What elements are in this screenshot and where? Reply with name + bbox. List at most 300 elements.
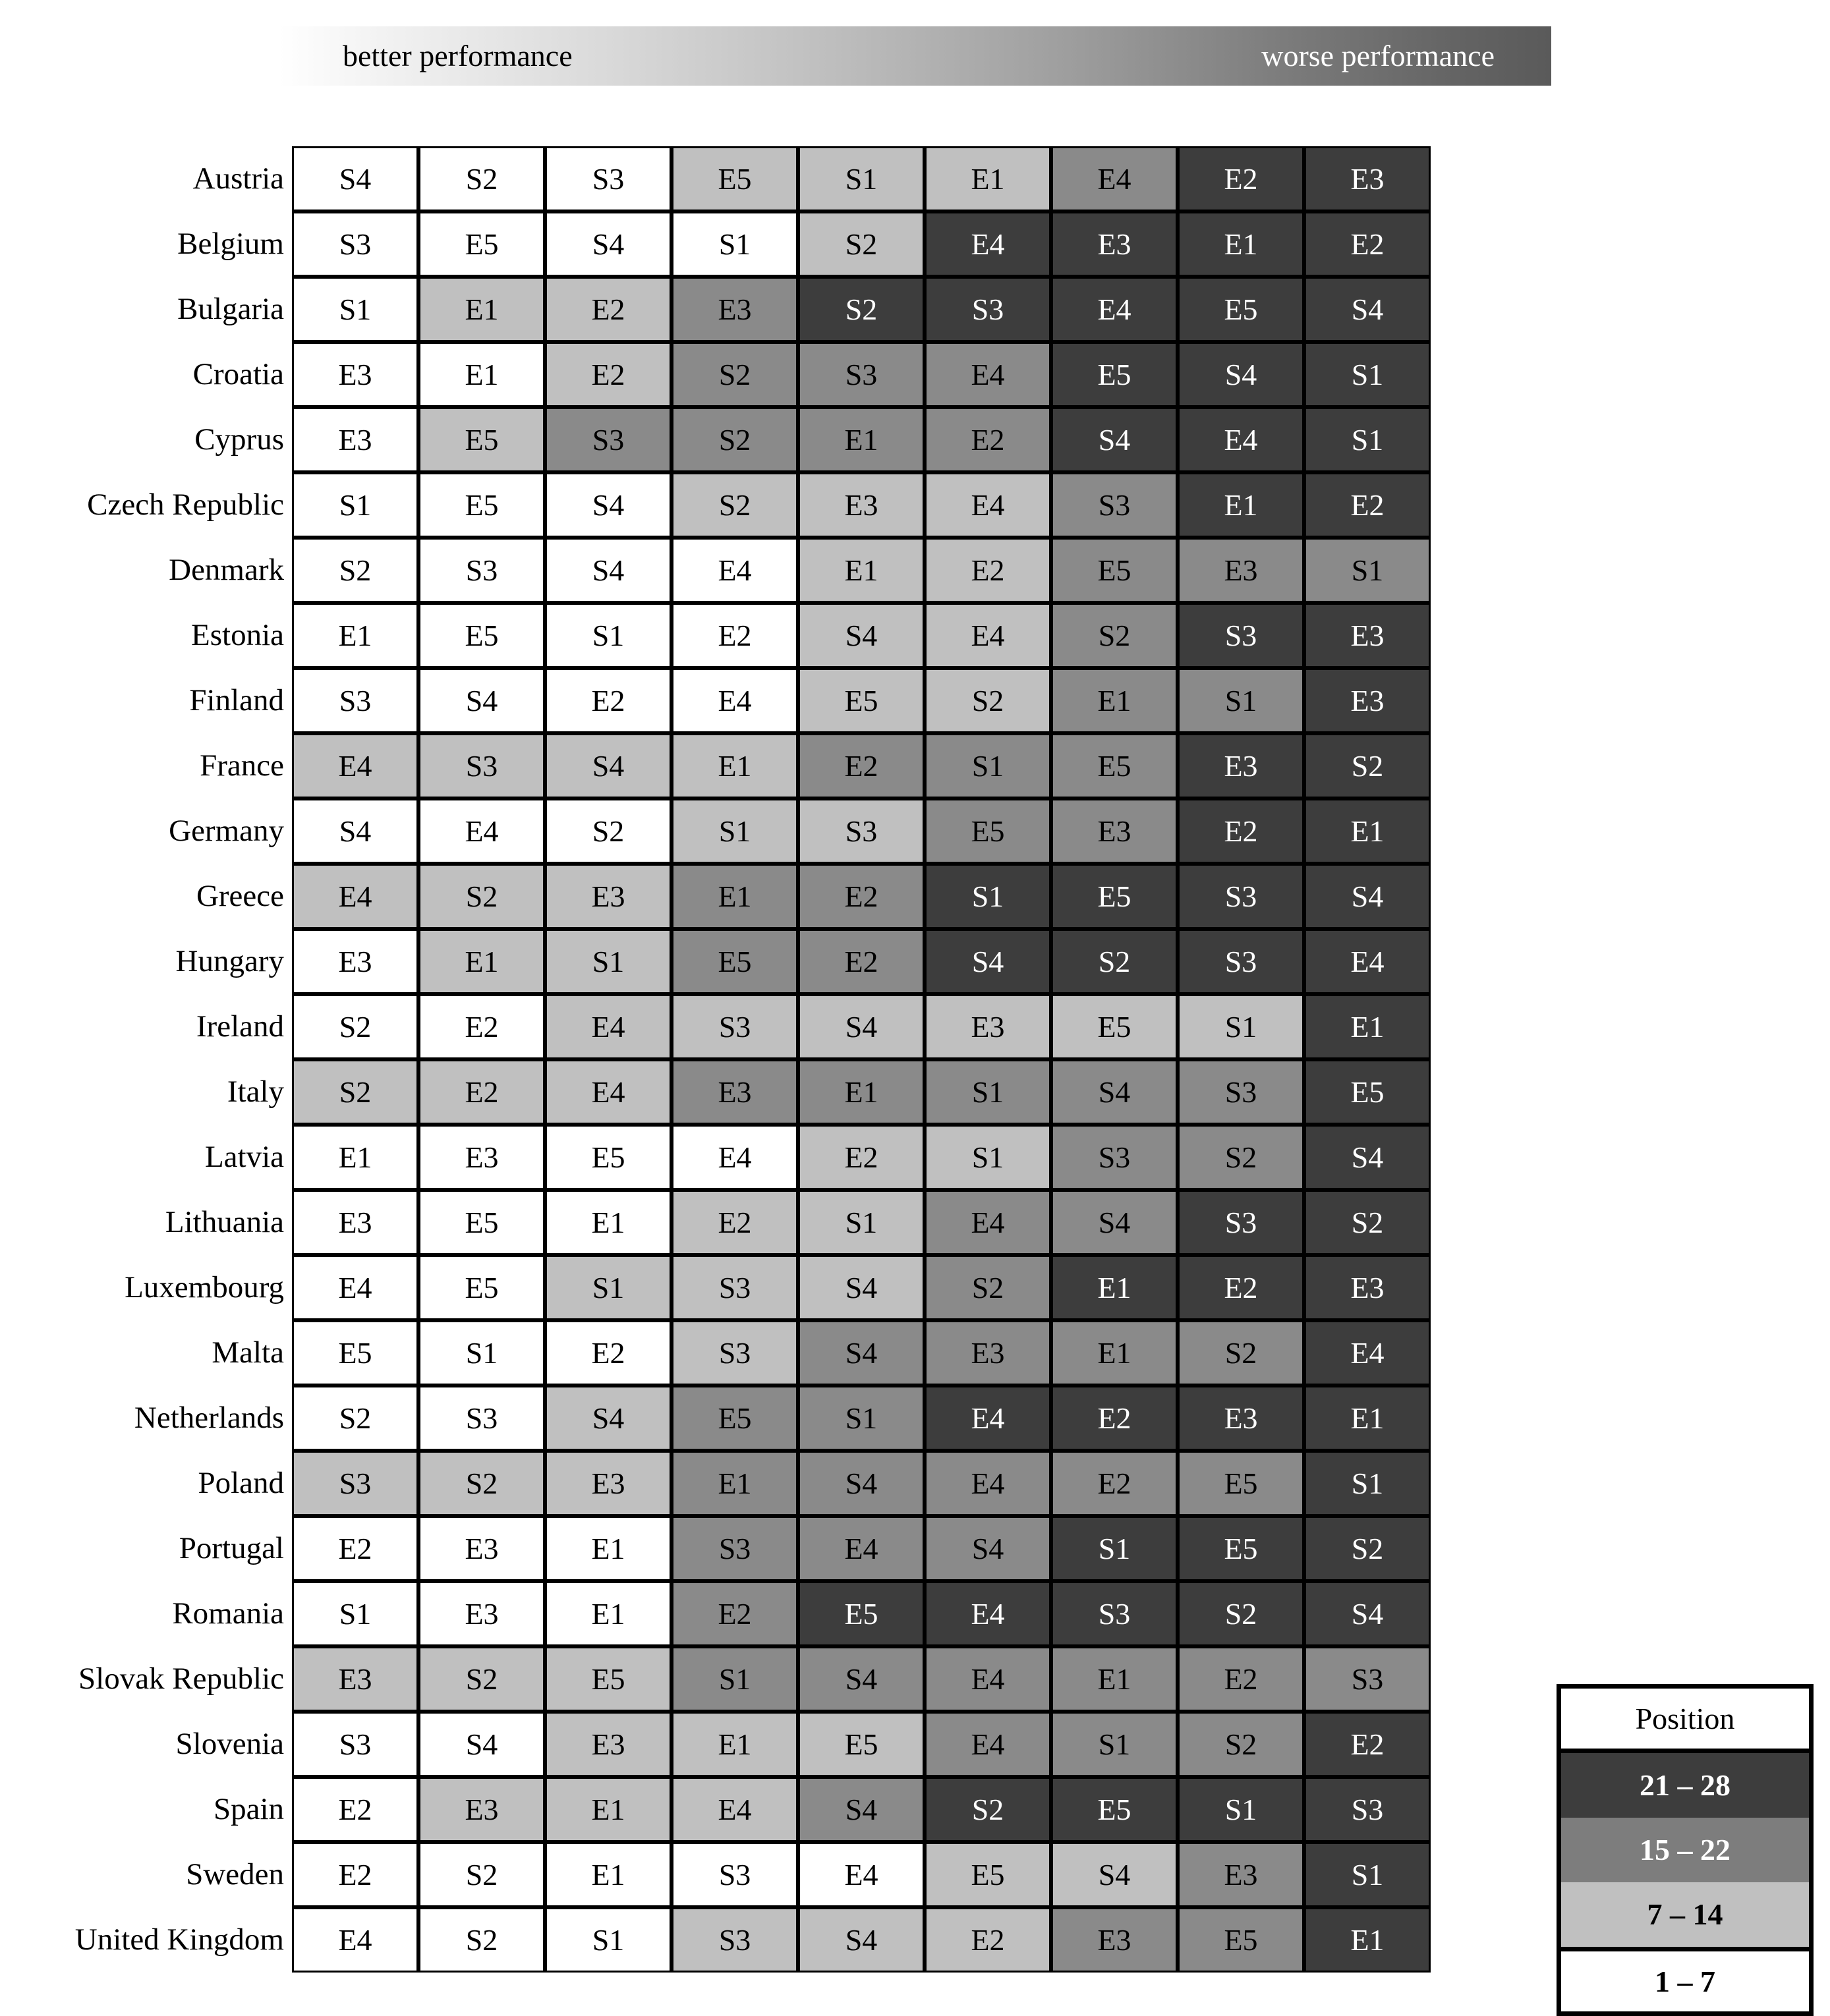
heatmap-cell: E4	[1051, 146, 1178, 211]
heatmap-cell: E3	[1051, 1907, 1178, 1973]
heatmap-cell: E3	[798, 472, 925, 538]
heatmap-cell: E4	[925, 1190, 1051, 1255]
country-label: Latvia	[0, 1125, 292, 1190]
heatmap-cell: E2	[292, 1777, 418, 1842]
heatmap-cell: E1	[798, 1059, 925, 1125]
country-label: Spain	[0, 1777, 292, 1842]
heatmap-cell: E5	[1051, 1777, 1178, 1842]
table-row	[0, 342, 1431, 407]
heatmap-cell: E4	[672, 538, 798, 603]
heatmap-cell: S3	[1178, 603, 1304, 668]
table-row	[0, 668, 1431, 733]
heatmap-cell: E5	[545, 1125, 672, 1190]
heatmap-cell: E2	[672, 1581, 798, 1646]
heatmap-cell: E4	[672, 1125, 798, 1190]
country-label: Poland	[0, 1451, 292, 1516]
table-row	[0, 603, 1431, 668]
heatmap-cell: E1	[672, 864, 798, 929]
heatmap-cell: E4	[292, 733, 418, 798]
country-label: France	[0, 733, 292, 798]
heatmap-cell: E1	[1051, 1255, 1178, 1320]
heatmap-cell: E2	[1304, 472, 1431, 538]
table-row	[0, 1059, 1431, 1125]
heatmap-cell: S4	[292, 146, 418, 211]
heatmap-cell: S4	[418, 668, 545, 733]
heatmap-cell: E2	[1178, 1646, 1304, 1712]
heatmap-cell: E5	[798, 1712, 925, 1777]
heatmap-cell: S2	[1304, 1190, 1431, 1255]
heatmap-cell: S2	[418, 1646, 545, 1712]
heatmap-cell: S2	[545, 798, 672, 864]
heatmap-cell: S3	[292, 1712, 418, 1777]
country-label: Estonia	[0, 603, 292, 668]
table-row	[0, 211, 1431, 277]
position-legend-header: Position	[1561, 1689, 1809, 1753]
heatmap-cell: E3	[925, 1320, 1051, 1386]
heatmap-cell: E5	[418, 603, 545, 668]
heatmap-cell: E1	[1051, 668, 1178, 733]
heatmap-cell: E3	[1178, 1386, 1304, 1451]
heatmap-cell: E1	[1178, 211, 1304, 277]
heatmap-cell: E4	[292, 1907, 418, 1973]
heatmap-cell: S4	[1304, 864, 1431, 929]
heatmap-cell: S4	[798, 1320, 925, 1386]
heatmap-cell: S4	[1051, 407, 1178, 472]
heatmap-cell: S4	[1051, 1842, 1178, 1907]
country-label: Germany	[0, 798, 292, 864]
heatmap-cell: S1	[925, 733, 1051, 798]
heatmap-cell: E1	[292, 1125, 418, 1190]
heatmap-cell: E1	[798, 407, 925, 472]
heatmap-cell: E2	[1304, 1712, 1431, 1777]
heatmap-cell: S2	[925, 1255, 1051, 1320]
heatmap-cell: S1	[1304, 407, 1431, 472]
heatmap-cell: E3	[292, 929, 418, 994]
heatmap-cell: E2	[545, 668, 672, 733]
heatmap-cell: S1	[1178, 1777, 1304, 1842]
heatmap-cell: E3	[672, 1059, 798, 1125]
heatmap-cell: S4	[798, 1777, 925, 1842]
country-label: Netherlands	[0, 1386, 292, 1451]
heatmap-cell: E5	[292, 1320, 418, 1386]
heatmap-cell: S1	[545, 603, 672, 668]
heatmap-cell: S3	[418, 733, 545, 798]
heatmap-cell: S3	[672, 1255, 798, 1320]
heatmap-cell: E4	[1051, 277, 1178, 342]
heatmap-cell: E2	[418, 1059, 545, 1125]
heatmap-cell: E4	[1304, 1320, 1431, 1386]
heatmap-cell: E3	[1178, 538, 1304, 603]
heatmap-cell: E5	[1051, 733, 1178, 798]
heatmap-table	[0, 146, 1431, 1973]
heatmap-cell: S3	[292, 211, 418, 277]
heatmap-cell: S1	[798, 1190, 925, 1255]
heatmap-cell: S2	[925, 1777, 1051, 1842]
heatmap-cell: S1	[1304, 1842, 1431, 1907]
country-label: Denmark	[0, 538, 292, 603]
heatmap-cell: E3	[1178, 733, 1304, 798]
heatmap-cell: E4	[925, 211, 1051, 277]
heatmap-cell: E2	[1178, 146, 1304, 211]
heatmap-cell: S4	[545, 538, 672, 603]
heatmap-cell: E5	[1051, 994, 1178, 1059]
heatmap-cell: S2	[672, 472, 798, 538]
country-label: Malta	[0, 1320, 292, 1386]
country-label: Austria	[0, 146, 292, 211]
heatmap-cell: S3	[292, 1451, 418, 1516]
table-row	[0, 733, 1431, 798]
heatmap-cell: E1	[418, 342, 545, 407]
heatmap-cell: E3	[292, 407, 418, 472]
heatmap-cell: E1	[418, 277, 545, 342]
heatmap-cell: E1	[545, 1516, 672, 1581]
country-label: Sweden	[0, 1842, 292, 1907]
heatmap-cell: S1	[925, 1125, 1051, 1190]
table-row	[0, 1451, 1431, 1516]
heatmap-cell: E5	[672, 1386, 798, 1451]
table-row	[0, 1125, 1431, 1190]
heatmap-cell: S2	[925, 668, 1051, 733]
heatmap-cell: S1	[925, 1059, 1051, 1125]
country-label: Greece	[0, 864, 292, 929]
heatmap-cell: E2	[1178, 798, 1304, 864]
table-row	[0, 1907, 1431, 1973]
heatmap-cell: S2	[1178, 1320, 1304, 1386]
heatmap-cell: S3	[545, 407, 672, 472]
heatmap-cell: E4	[292, 864, 418, 929]
heatmap-cell: S1	[1304, 538, 1431, 603]
heatmap-cell: E1	[1304, 1386, 1431, 1451]
table-row	[0, 1712, 1431, 1777]
heatmap-cell: S2	[418, 146, 545, 211]
heatmap-cell: S4	[292, 798, 418, 864]
heatmap-cell: S1	[1178, 994, 1304, 1059]
heatmap-cell: S2	[1304, 733, 1431, 798]
heatmap-cell: E3	[925, 994, 1051, 1059]
heatmap-cell: S1	[1304, 342, 1431, 407]
heatmap-cell: S2	[1051, 929, 1178, 994]
heatmap-cell: S2	[418, 1451, 545, 1516]
position-legend-band-21-28: 21 – 28	[1561, 1753, 1809, 1818]
heatmap-cell: S4	[925, 929, 1051, 994]
heatmap-cell: S4	[798, 1907, 925, 1973]
position-legend	[1557, 1684, 1814, 2016]
heatmap-cell: E3	[418, 1581, 545, 1646]
heatmap-cell: E1	[672, 1451, 798, 1516]
heatmap-cell: E2	[672, 603, 798, 668]
heatmap-cell: E2	[798, 864, 925, 929]
heatmap-cell: S4	[798, 994, 925, 1059]
heatmap-cell: S4	[545, 211, 672, 277]
heatmap-cell: E5	[1051, 864, 1178, 929]
heatmap-cell: E2	[1178, 1255, 1304, 1320]
position-legend-band-1-7: 1 – 7	[1561, 1947, 1809, 2011]
heatmap-cell: E4	[1304, 929, 1431, 994]
heatmap-cell: E1	[672, 733, 798, 798]
heatmap-cell: E1	[545, 1581, 672, 1646]
heatmap-cell: S2	[798, 211, 925, 277]
heatmap-cell: S1	[292, 277, 418, 342]
heatmap-cell: S1	[798, 1386, 925, 1451]
country-label: Bulgaria	[0, 277, 292, 342]
heatmap-cell: S1	[292, 472, 418, 538]
heatmap-cell: S1	[545, 1907, 672, 1973]
country-label: Lithuania	[0, 1190, 292, 1255]
heatmap-cell: S4	[418, 1712, 545, 1777]
heatmap-cell: S2	[1178, 1712, 1304, 1777]
heatmap-cell: E3	[1178, 1842, 1304, 1907]
heatmap-cell: S4	[798, 1451, 925, 1516]
heatmap-cell: S4	[1178, 342, 1304, 407]
country-label: Portugal	[0, 1516, 292, 1581]
heatmap-cell: E5	[1178, 277, 1304, 342]
heatmap-cell: E5	[418, 1255, 545, 1320]
table-row	[0, 929, 1431, 994]
heatmap-cell: S2	[1304, 1516, 1431, 1581]
heatmap-cell: S3	[672, 1320, 798, 1386]
table-row	[0, 1646, 1431, 1712]
country-label: Romania	[0, 1581, 292, 1646]
heatmap-cell: S4	[1051, 1059, 1178, 1125]
heatmap-cell: E2	[925, 1907, 1051, 1973]
heatmap-cell: E3	[672, 277, 798, 342]
heatmap-cell: S3	[798, 342, 925, 407]
heatmap-cell: S1	[925, 864, 1051, 929]
heatmap-cell: S1	[1178, 668, 1304, 733]
heatmap-cell: S4	[545, 472, 672, 538]
heatmap-cell: E4	[798, 1516, 925, 1581]
country-label: Belgium	[0, 211, 292, 277]
heatmap-cell: S3	[418, 538, 545, 603]
heatmap-cell: S2	[672, 342, 798, 407]
heatmap-cell: E5	[798, 1581, 925, 1646]
heatmap-cell: E3	[1304, 146, 1431, 211]
heatmap-cell: S4	[798, 1255, 925, 1320]
heatmap-cell: E1	[798, 538, 925, 603]
heatmap-cell: S4	[1304, 1581, 1431, 1646]
heatmap-cell: S3	[672, 1516, 798, 1581]
heatmap-cell: E1	[1304, 798, 1431, 864]
heatmap-cell: S4	[798, 603, 925, 668]
heatmap-cell: S3	[292, 668, 418, 733]
heatmap-cell: E2	[672, 1190, 798, 1255]
country-label: Croatia	[0, 342, 292, 407]
heatmap-cell: E4	[418, 798, 545, 864]
heatmap-cell: E4	[925, 603, 1051, 668]
heatmap-cell: E4	[798, 1842, 925, 1907]
heatmap-cell: S3	[925, 277, 1051, 342]
heatmap-cell: S4	[1051, 1190, 1178, 1255]
heatmap-cell: S1	[672, 1646, 798, 1712]
heatmap-cell: S2	[418, 1907, 545, 1973]
heatmap-cell: E4	[672, 1777, 798, 1842]
heatmap-cell: S3	[1051, 1125, 1178, 1190]
table-row	[0, 407, 1431, 472]
heatmap-cell: S3	[1304, 1646, 1431, 1712]
table-row	[0, 864, 1431, 929]
heatmap-cell: E5	[418, 1190, 545, 1255]
heatmap-cell: E2	[925, 407, 1051, 472]
heatmap-cell: S3	[1051, 1581, 1178, 1646]
country-label: Slovak Republic	[0, 1646, 292, 1712]
heatmap-cell: E5	[545, 1646, 672, 1712]
heatmap-cell: S4	[925, 1516, 1051, 1581]
country-label: United Kingdom	[0, 1907, 292, 1973]
heatmap-cell: E2	[925, 538, 1051, 603]
heatmap-cell: E5	[1178, 1907, 1304, 1973]
heatmap-cell: S4	[545, 1386, 672, 1451]
heatmap-cell: E4	[925, 1581, 1051, 1646]
heatmap-cell: E5	[925, 798, 1051, 864]
heatmap-cell: E3	[545, 1451, 672, 1516]
heatmap-cell: S1	[1051, 1516, 1178, 1581]
heatmap-cell: E5	[672, 929, 798, 994]
heatmap-cell: S4	[798, 1646, 925, 1712]
heatmap-cell: E4	[925, 1712, 1051, 1777]
table-row	[0, 538, 1431, 603]
performance-matrix	[0, 146, 1830, 1973]
heatmap-cell: S3	[1304, 1777, 1431, 1842]
heatmap-cell: E3	[1051, 211, 1178, 277]
heatmap-cell: S2	[1178, 1581, 1304, 1646]
heatmap-cell: E1	[1304, 1907, 1431, 1973]
heatmap-cell: E3	[292, 342, 418, 407]
heatmap-cell: E4	[925, 1646, 1051, 1712]
heatmap-cell: S1	[1304, 1451, 1431, 1516]
heatmap-cell: E1	[672, 1712, 798, 1777]
heatmap-cell: E2	[1051, 1386, 1178, 1451]
heatmap-cell: E2	[545, 277, 672, 342]
table-row	[0, 1581, 1431, 1646]
heatmap-cell: S2	[292, 1059, 418, 1125]
heatmap-cell: E1	[418, 929, 545, 994]
heatmap-cell: E5	[672, 146, 798, 211]
table-row	[0, 1777, 1431, 1842]
heatmap-cell: S1	[798, 146, 925, 211]
country-label: Slovenia	[0, 1712, 292, 1777]
heatmap-cell: E4	[545, 1059, 672, 1125]
heatmap-cell: E4	[545, 994, 672, 1059]
table-row	[0, 1842, 1431, 1907]
table-row	[0, 277, 1431, 342]
heatmap-cell: S1	[545, 1255, 672, 1320]
heatmap-cell: S2	[798, 277, 925, 342]
heatmap-cell: E1	[925, 146, 1051, 211]
heatmap-cell: E5	[1051, 342, 1178, 407]
heatmap-cell: S2	[292, 1386, 418, 1451]
heatmap-cell: E2	[1051, 1451, 1178, 1516]
table-row	[0, 1386, 1431, 1451]
country-label: Cyprus	[0, 407, 292, 472]
heatmap-cell: E4	[925, 472, 1051, 538]
heatmap-cell: S4	[545, 733, 672, 798]
table-row	[0, 994, 1431, 1059]
table-row	[0, 1190, 1431, 1255]
country-label: Czech Republic	[0, 472, 292, 538]
heatmap-cell: S4	[1304, 1125, 1431, 1190]
heatmap-cell: E2	[798, 929, 925, 994]
heatmap-cell: S3	[1178, 929, 1304, 994]
heatmap-cell: S1	[418, 1320, 545, 1386]
heatmap-cell: E2	[418, 994, 545, 1059]
gradient-label-better: better performance	[343, 39, 573, 72]
heatmap-cell: E4	[672, 668, 798, 733]
heatmap-cell: E5	[418, 211, 545, 277]
heatmap-cell: S3	[672, 1907, 798, 1973]
heatmap-cell: S1	[1051, 1712, 1178, 1777]
heatmap-cell: E3	[1304, 668, 1431, 733]
heatmap-cell: S3	[545, 146, 672, 211]
table-row	[0, 1255, 1431, 1320]
country-label: Finland	[0, 668, 292, 733]
heatmap-cell: S2	[292, 994, 418, 1059]
heatmap-cell: S2	[1178, 1125, 1304, 1190]
heatmap-cell: S2	[418, 864, 545, 929]
heatmap-cell: E3	[1304, 603, 1431, 668]
heatmap-cell: E2	[798, 733, 925, 798]
heatmap-cell: S3	[1178, 864, 1304, 929]
heatmap-cell: S1	[672, 798, 798, 864]
heatmap-cell: E1	[292, 603, 418, 668]
table-row	[0, 1516, 1431, 1581]
country-label: Hungary	[0, 929, 292, 994]
heatmap-cell: E1	[1051, 1320, 1178, 1386]
heatmap-cell: E4	[925, 1451, 1051, 1516]
heatmap-cell: E5	[1178, 1516, 1304, 1581]
heatmap-cell: E4	[925, 1386, 1051, 1451]
heatmap-cell: E1	[545, 1777, 672, 1842]
heatmap-cell: E3	[418, 1516, 545, 1581]
heatmap-cell: E1	[1304, 994, 1431, 1059]
heatmap-cell: E2	[545, 342, 672, 407]
heatmap-cell: S2	[292, 538, 418, 603]
country-label: Luxembourg	[0, 1255, 292, 1320]
heatmap-cell: E3	[292, 1190, 418, 1255]
heatmap-cell: E5	[798, 668, 925, 733]
heatmap-table-body	[0, 146, 1431, 1973]
heatmap-cell: S1	[292, 1581, 418, 1646]
heatmap-cell: E2	[545, 1320, 672, 1386]
heatmap-cell: E4	[1178, 407, 1304, 472]
performance-gradient-bar	[279, 26, 1551, 86]
heatmap-cell: S3	[1051, 472, 1178, 538]
heatmap-cell: E4	[925, 342, 1051, 407]
table-row	[0, 1320, 1431, 1386]
heatmap-cell: E3	[418, 1125, 545, 1190]
heatmap-cell: S1	[545, 929, 672, 994]
heatmap-cell: S2	[418, 1842, 545, 1907]
heatmap-cell: S3	[1178, 1190, 1304, 1255]
heatmap-cell: E2	[292, 1516, 418, 1581]
heatmap-cell: S3	[672, 994, 798, 1059]
table-row	[0, 798, 1431, 864]
heatmap-cell: S3	[798, 798, 925, 864]
table-row	[0, 472, 1431, 538]
heatmap-cell: E5	[418, 472, 545, 538]
heatmap-cell: E2	[292, 1842, 418, 1907]
heatmap-cell: E4	[292, 1255, 418, 1320]
gradient-label-worse: worse performance	[1261, 39, 1495, 72]
table-row	[0, 146, 1431, 211]
heatmap-cell: E5	[1178, 1451, 1304, 1516]
heatmap-cell: E2	[798, 1125, 925, 1190]
heatmap-cell: E1	[1178, 472, 1304, 538]
heatmap-cell: E3	[1304, 1255, 1431, 1320]
heatmap-cell: S2	[1051, 603, 1178, 668]
heatmap-cell: E3	[545, 864, 672, 929]
heatmap-cell: E3	[1051, 798, 1178, 864]
heatmap-cell: E5	[1304, 1059, 1431, 1125]
